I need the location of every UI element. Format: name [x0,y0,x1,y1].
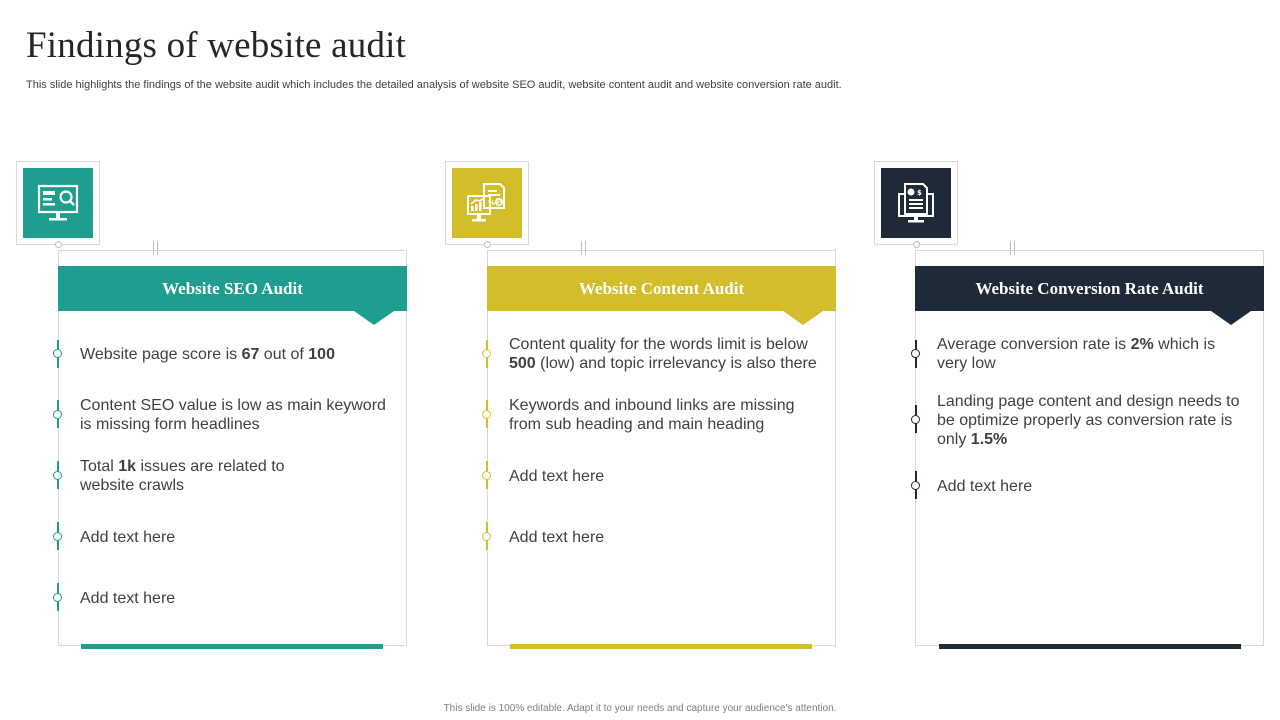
content-item-dot [482,532,491,541]
page-subtitle: This slide highlights the findings of the website audit which includes the detailed analysis of website SEO audit, website content audit and website conversion rate audit. [26,79,842,91]
conversion-bottom-bar [939,644,1241,649]
seo-item-dot [53,471,62,480]
list-item: Add text here [509,529,605,546]
seo-heading: Website SEO Audit [58,266,407,311]
content-item-dot [482,471,491,480]
content-icon-frame [445,161,529,245]
conversion-icon-frame [874,161,958,245]
conversion-tick [1014,241,1015,255]
seo-icon-frame [16,161,100,245]
seo-tick [157,241,158,255]
conversion-tick [1010,241,1011,255]
content-item-dot [482,410,491,419]
list-item: Website page score is 67 out of 100 [80,346,335,363]
conversion-icon-connector [913,241,920,248]
conversion-heading: Website Conversion Rate Audit [915,266,1264,311]
seo-item-dot [53,349,62,358]
svg-text:%: % [488,199,496,207]
content-icon-connector [484,241,491,248]
list-item: Content quality for the words limit is below 500 (low) and topic irrelevancy is also there [509,336,817,372]
seo-item-dot [53,593,62,602]
footer-note: This slide is 100% editable. Adapt it to your needs and capture your audience’s attention. [443,703,837,714]
monitor-search-icon [23,168,93,238]
seo-icon-connector [55,241,62,248]
content-report-icon [452,168,522,238]
list-item: Landing page content and design needs to be optimize properly as conversion rate is only 1.5% [937,393,1240,448]
list-item: Add text here [509,468,605,485]
seo-item-dot [53,532,62,541]
conversion-item-dot [911,349,920,358]
seo-item-dot [53,410,62,419]
content-heading-pointer [783,311,823,325]
seo-tick [153,241,154,255]
list-item: Add text here [80,529,176,546]
conversion-item-dot [911,415,920,424]
seo-heading-pointer [354,311,394,325]
list-item: Average conversion rate is 2% which is very low [937,336,1216,372]
list-item: Total 1k issues are related to website crawls [80,458,285,494]
content-bottom-bar [510,644,812,649]
conversion-item-dot [911,481,920,490]
content-item-dot [482,349,491,358]
content-tick [585,241,586,255]
list-item: Add text here [80,590,176,607]
conversion-report-icon [881,168,951,238]
content-tick [581,241,582,255]
page-title: Findings of website audit [26,25,407,66]
seo-bottom-bar [81,644,383,649]
list-item: Content SEO value is low as main keyword is missing form headlines [80,397,386,433]
svg-text:$: $ [497,199,502,207]
list-item: Add text here [937,478,1033,495]
list-item: Keywords and inbound links are missing from sub heading and main heading [509,397,795,433]
conversion-heading-pointer [1211,311,1251,325]
svg-text:$: $ [917,189,922,197]
content-heading: Website Content Audit [487,266,836,311]
